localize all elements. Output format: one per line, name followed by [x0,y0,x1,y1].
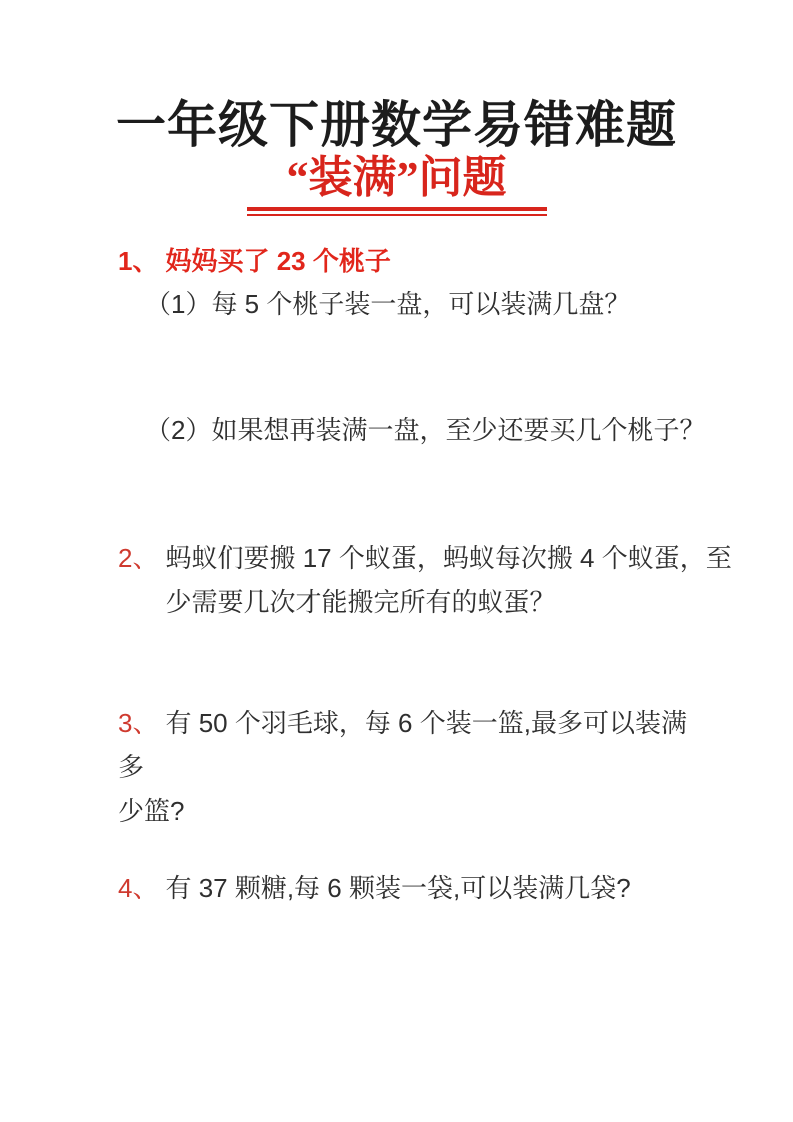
problem-1-subquestion-2: （2）如果想再装满一盘，至少还要买几个桃子？ [145,415,706,445]
problem-1-heading [118,242,391,280]
page-title: 一年级下册数学易错难题 [116,97,677,153]
problem-2-line-2: 少需要几次才能搬完所有的蚁蛋？ [165,587,556,617]
problem-4-line-1: 有 37 颗糖,每 6 颗装一袋,可以装满几袋? [165,873,631,903]
page-subtitle [247,150,547,216]
problem-3-number: 3、 [118,708,159,738]
problem-1-number: 1、 [118,246,159,276]
problem-3-line-2: 少篮? [118,796,185,826]
page-subtitle-row [0,150,793,216]
problem-3-line-1: 有 50 个羽毛球，每 6 个装一篮,最多可以装满多 [118,708,687,782]
subtitle-underline-thick [247,207,547,211]
problem-3 [118,701,702,833]
problem-2-number: 2、 [118,543,159,573]
subtitle-underline-thin [247,214,547,216]
problem-4 [118,866,631,910]
problem-2-text [165,536,731,624]
problem-1-heading-text: 妈妈买了 23 个桃子 [165,246,391,276]
problem-4-number: 4、 [118,873,159,903]
problem-1-subquestion-1: （1）每 5 个桃子装一盘，可以装满几盘？ [145,289,631,319]
problem-2-line-1: 蚂蚁们要搬 17 个蚁蛋，蚂蚁每次搬 4 个蚁蛋，至 [165,543,732,573]
page-subtitle-text: “装满”问题 [286,153,507,202]
problem-4-text [165,866,630,910]
problem-2 [118,536,732,624]
